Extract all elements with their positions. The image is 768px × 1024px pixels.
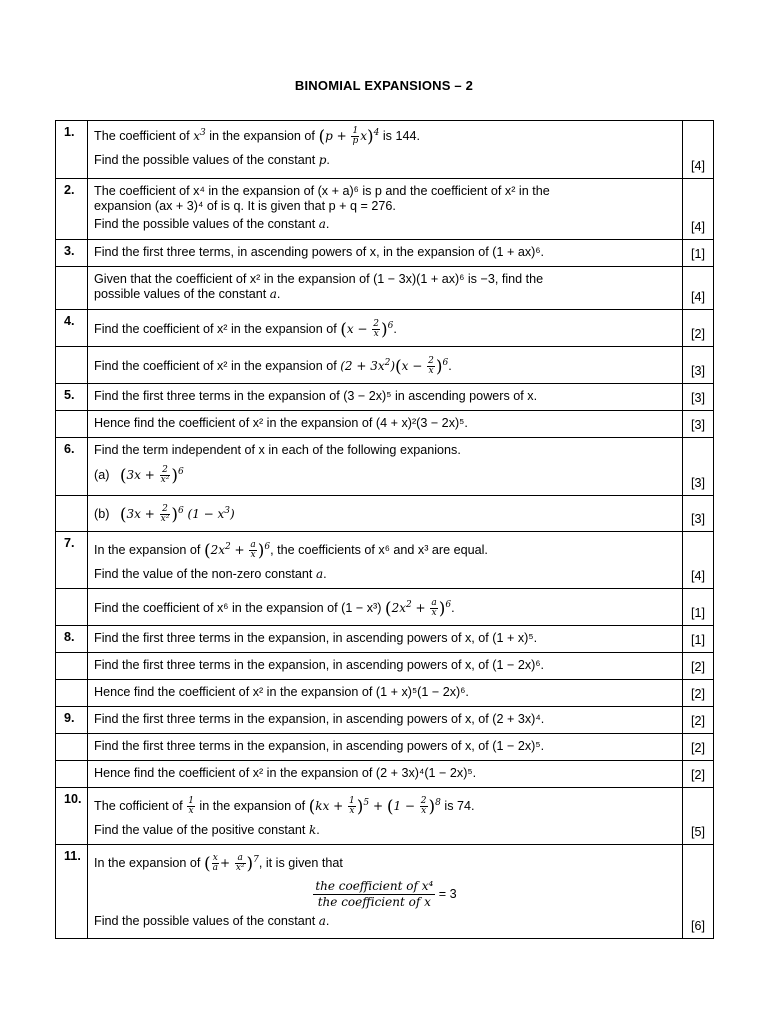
question-text: Find the first three terms in the expansion, in ascending powers of x, of (1 − 2x)⁵.	[88, 734, 683, 761]
table-row	[56, 653, 714, 680]
question-text: Given that the coefficient of x² in the expansion of (1 − 3x)(1 + ax)⁶ is −3, find the	[94, 272, 544, 286]
table-row	[56, 384, 714, 411]
marks: [2]	[683, 734, 714, 761]
question-text: Find the value of the positive constant	[94, 823, 306, 838]
table-row: 4. Find the coefficient of x² in the expansion of (x − $\frac{2}{x}$ )$^6$. [2]	[56, 310, 714, 347]
question-text: The coefficient of x⁴ in the expansion of (x + a)⁶ is p and the coefficient of x² in the	[94, 184, 550, 198]
table-row: 6. Find the term independent of x in each of the following expanions. (a) (3x + $\frac{2}{\text{x²}}$ )$^6$ [3]	[56, 438, 714, 496]
marks: [5]	[683, 788, 714, 845]
question-text: Find the first three terms in the expansion, in ascending powers of x, of (2 + 3x)⁴.	[88, 707, 683, 734]
table-row	[56, 240, 714, 267]
table-row: 2. The coefficient of x⁴ in the expansion of (x + a)⁶ is p and the coefficient of x² in the expansion (ax + 3)⁴ of is q. It is given that p + q = 276. Find the possible values of the constant a. [4]	[56, 179, 714, 240]
question-text: , the coefficients of x⁶ and x³ are equal.	[270, 543, 488, 557]
marks: [2]	[683, 707, 714, 734]
question-number: 7.	[56, 532, 88, 589]
marks: [1]	[683, 589, 714, 626]
question-text: Find the possible values of the constant	[94, 153, 316, 167]
question-text: In the expansion of	[94, 543, 201, 557]
marks: [3]	[683, 496, 714, 532]
questions-table	[55, 120, 714, 939]
question-text: Find the first three terms in the expansion, in ascending powers of x, of (1 − 2x)⁶.	[88, 653, 683, 680]
question-text: Find the first three terms in the expansion, in ascending powers of x, of (1 + x)⁵.	[88, 626, 683, 653]
question-number: 4.	[56, 310, 88, 347]
question-text: in the expansion of	[199, 799, 306, 813]
question-text: Find the term independent of x in each of the following expanions.	[94, 443, 461, 457]
question-text: possible values of the constant	[94, 287, 267, 301]
marks: [4]	[683, 121, 714, 179]
marks: [4]	[683, 179, 714, 240]
question-text: Hence find the coefficient of x² in the expansion of (1 + x)⁵(1 − 2x)⁶.	[88, 680, 683, 707]
coefficient-ratio: the coefficient of x⁴ the coefficient of x	[315, 879, 434, 909]
question-text: is 74.	[444, 799, 475, 813]
ratio-value: = 3	[438, 886, 457, 901]
marks: [2]	[683, 761, 714, 788]
question-text: Find the possible values of the constant	[94, 217, 316, 231]
question-number: 9.	[56, 707, 88, 734]
question-text: The coefficient of	[94, 129, 190, 143]
table-row	[56, 734, 714, 761]
question-number: 8.	[56, 626, 88, 653]
question-text: The cofficient of	[94, 799, 183, 813]
table-row: Find the coefficient of x⁶ in the expansion of (1 − x³) ($2x^2$ + $\frac{a}{x}$ )$^6$. [1]	[56, 589, 714, 626]
question-number: 1.	[56, 121, 88, 179]
table-row: 7. In the expansion of ($2x^2$ + $\frac{a}{x}$ )$^6$, the coefficients of x⁶ and x³ are equal. Find the value of the non-zero constant a. [4]	[56, 532, 714, 589]
table-row: 10. The cofficient of $\frac{1}{x}$ in the expansion of (kx + $\frac{1}{x}$ )$^5$ + (1 − $\frac{2}{x}$ )$^8$ is 74. Find the value of the positive constant k. [5]	[56, 788, 714, 845]
marks: [6]	[683, 845, 714, 939]
marks: [4]	[683, 267, 714, 310]
table-row	[56, 626, 714, 653]
question-text: Find the value of the non-zero constant	[94, 567, 313, 581]
question-text: Find the coefficient of x² in the expansion of	[94, 359, 337, 373]
question-number: 10.	[56, 788, 88, 845]
marks: [3]	[683, 384, 714, 411]
table-row: (b) (3x + $\frac{2}{\text{x²}}$ )$^6$ $(1 - x^3)$ [3]	[56, 496, 714, 532]
marks: [2]	[683, 680, 714, 707]
question-number: 11.	[56, 845, 88, 939]
question-number: 5.	[56, 384, 88, 411]
table-row: Find the coefficient of x² in the expansion of $(2 + 3x^2)(x$ − $\frac{2}{x}$ )$^6$. [3]	[56, 347, 714, 384]
part-label: (b)	[94, 507, 110, 521]
marks: [4]	[683, 532, 714, 589]
marks: [2]	[683, 653, 714, 680]
table-row	[56, 680, 714, 707]
marks: [3]	[683, 438, 714, 496]
marks: [2]	[683, 310, 714, 347]
question-text: Hence find the coefficient of x² in the expansion of (2 + 3x)⁴(1 − 2x)⁵.	[88, 761, 683, 788]
table-row: 1. The coefficient of $x^3$ in the expansion of (p + $\frac{1}{p}$ x)$^4$ is 144. Find the possible values of the constant p. [4]	[56, 121, 714, 179]
question-text: Find the coefficient of x⁶ in the expansion of (1 − x³)	[94, 601, 382, 615]
question-text: is 144.	[382, 129, 420, 143]
question-text: Find the first three terms in the expansion of (3 − 2x)⁵ in ascending powers of x.	[88, 384, 683, 411]
table-row: Given that the coefficient of x² in the expansion of (1 − 3x)(1 + ax)⁶ is −3, find the possible values of the constant a. [4]	[56, 267, 714, 310]
question-text: Find the coefficient of x² in the expansion of	[94, 322, 337, 336]
page-title: BINOMIAL EXPANSIONS – 2	[294, 78, 474, 93]
question-text: Find the first three terms, in ascending powers of x, in the expansion of (1 + ax)⁶.	[88, 240, 683, 267]
question-number: 6.	[56, 438, 88, 496]
question-text: In the expansion of	[94, 856, 201, 870]
question-text: , it is given that	[258, 856, 343, 870]
marks: [1]	[683, 240, 714, 267]
question-number: 2.	[56, 179, 88, 240]
marks: [1]	[683, 626, 714, 653]
table-row	[56, 411, 714, 438]
marks: [3]	[683, 347, 714, 384]
question-number: 3.	[56, 240, 88, 267]
marks: [3]	[683, 411, 714, 438]
question-text: Find the possible values of the constant	[94, 914, 316, 928]
question-text: expansion (ax + 3)⁴ of is q. It is given that p + q = 276.	[94, 199, 396, 213]
question-text: Hence find the coefficient of x² in the expansion of (4 + x)²(3 − 2x)⁵.	[88, 411, 683, 438]
table-row	[56, 761, 714, 788]
table-row: 11. In the expansion of ( $\frac{x}{a}$ + $\frac{a}{\text{x²}}$ )$^7$, it is given that the coefficient of x⁴ the coefficient of x = 3 Find the possible values of the constant a. [6]	[56, 845, 714, 939]
table-row	[56, 707, 714, 734]
part-label: (a)	[94, 468, 110, 482]
